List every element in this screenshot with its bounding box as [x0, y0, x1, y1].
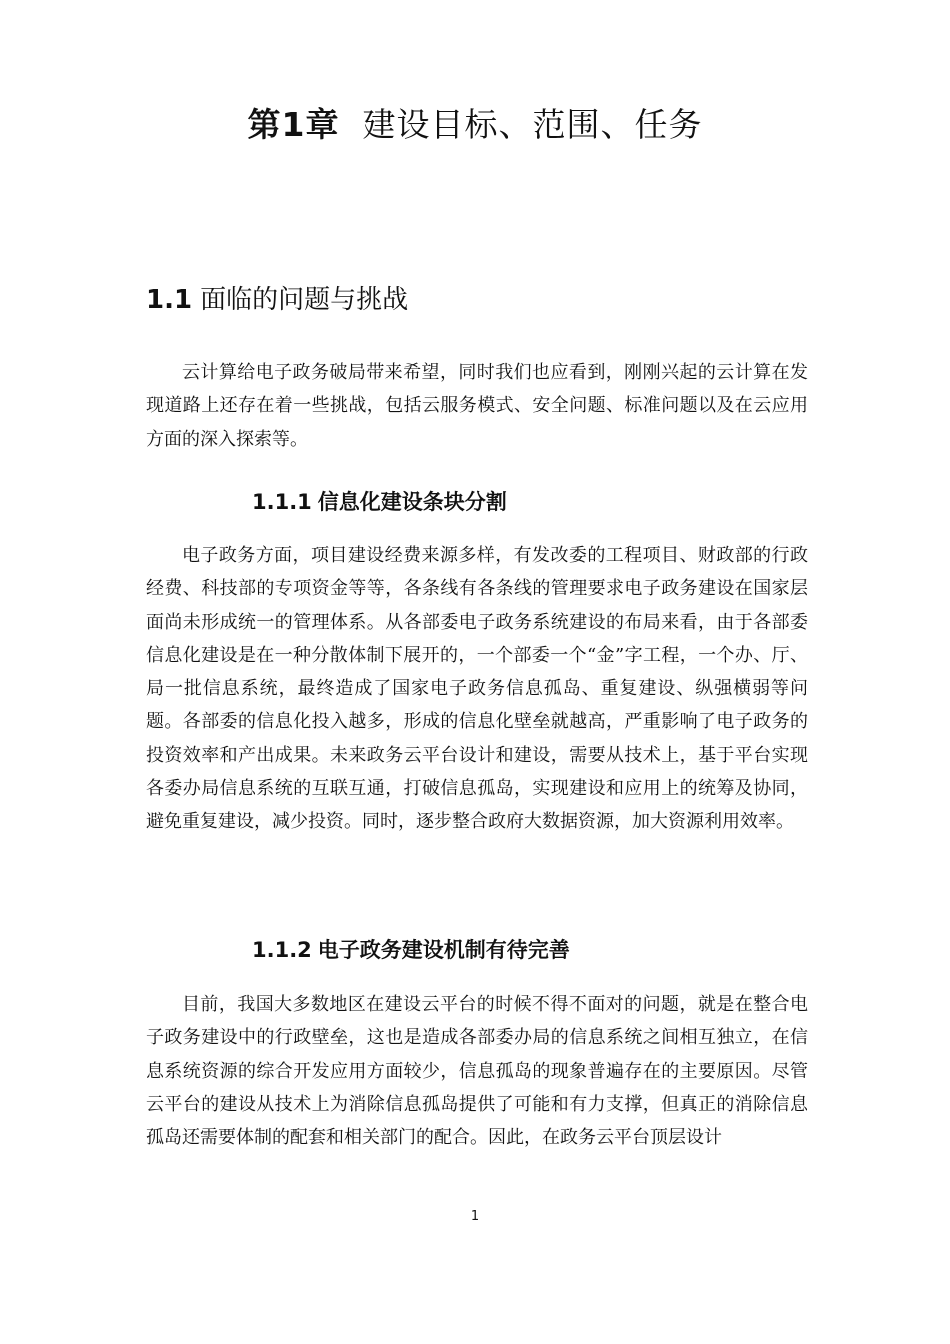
- subsection-heading-1-1-1: [252, 485, 507, 519]
- chapter-title: 建设目标、范围、任务: [362, 105, 703, 144]
- page-number: 1: [470, 1209, 480, 1224]
- subsection-number: 1.1.2: [252, 938, 312, 962]
- subsection-1-1-1-paragraph: 电子政务方面，项目建设经费来源多样，有发改委的工程项目、财政部的行政经费、科技部的专项资金等等，各条线有各条线的管理要求电子政务建设在国家层面尚未形成统一的管理体系。从各部委电子政务系统建设的布局来看，由于各部委信息化建设是在一种分散体制下展开的，一个部委一个“金”字工程，一个办、厅、局一批信息系统，最终造成了国家电子政务信息孤岛、重复建设、纵强横弱等问题。各部委的信息化投入越多，形成的信息化壁垒就越高，严重影响了电子政务的投资效率和产出成果。未来政务云平台设计和建设，需要从技术上，基于平台实现各委办局信息系统的互联互通，打破信息孤岛，实现建设和应用上的统筹及协同，避免重复建设，减少投资。同时，逐步整合政府大数据资源，加大资源利用效率。: [146, 545, 808, 833]
- chapter-heading: [0, 100, 950, 150]
- section-1-1-paragraph: 云计算给电子政务破局带来希望，同时我们也应看到，刚刚兴起的云计算在发现道路上还存在着一些挑战，包括云服务模式、安全问题、标准问题以及在云应用方面的深入探索等。: [146, 362, 808, 450]
- subsection-heading-1-1-2: [252, 933, 570, 967]
- subsection-1-1-2-paragraph: 目前，我国大多数地区在建设云平台的时候不得不面对的问题，就是在整合电子政务建设中的行政壁垒，这也是造成各部委办局的信息系统之间相互独立，在信息系统资源的综合开发应用方面较少，信息孤岛的现象普遍存在的主要原因。尽管云平台的建设从技术上为消除信息孤岛提供了可能和有力支撑，但真正的消除信息孤岛还需要体制的配套和相关部门的配合。因此，在政务云平台顶层设计: [146, 994, 808, 1149]
- section-heading-1-1: [146, 280, 408, 320]
- section-title: 面临的问题与挑战: [200, 285, 409, 315]
- chapter-number: 第1章: [247, 105, 340, 144]
- subsection-title: 信息化建设条块分割: [317, 490, 507, 514]
- subsection-number: 1.1.1: [252, 490, 312, 514]
- section-number: 1.1: [146, 285, 193, 315]
- subsection-title: 电子政务建设机制有待完善: [317, 938, 570, 962]
